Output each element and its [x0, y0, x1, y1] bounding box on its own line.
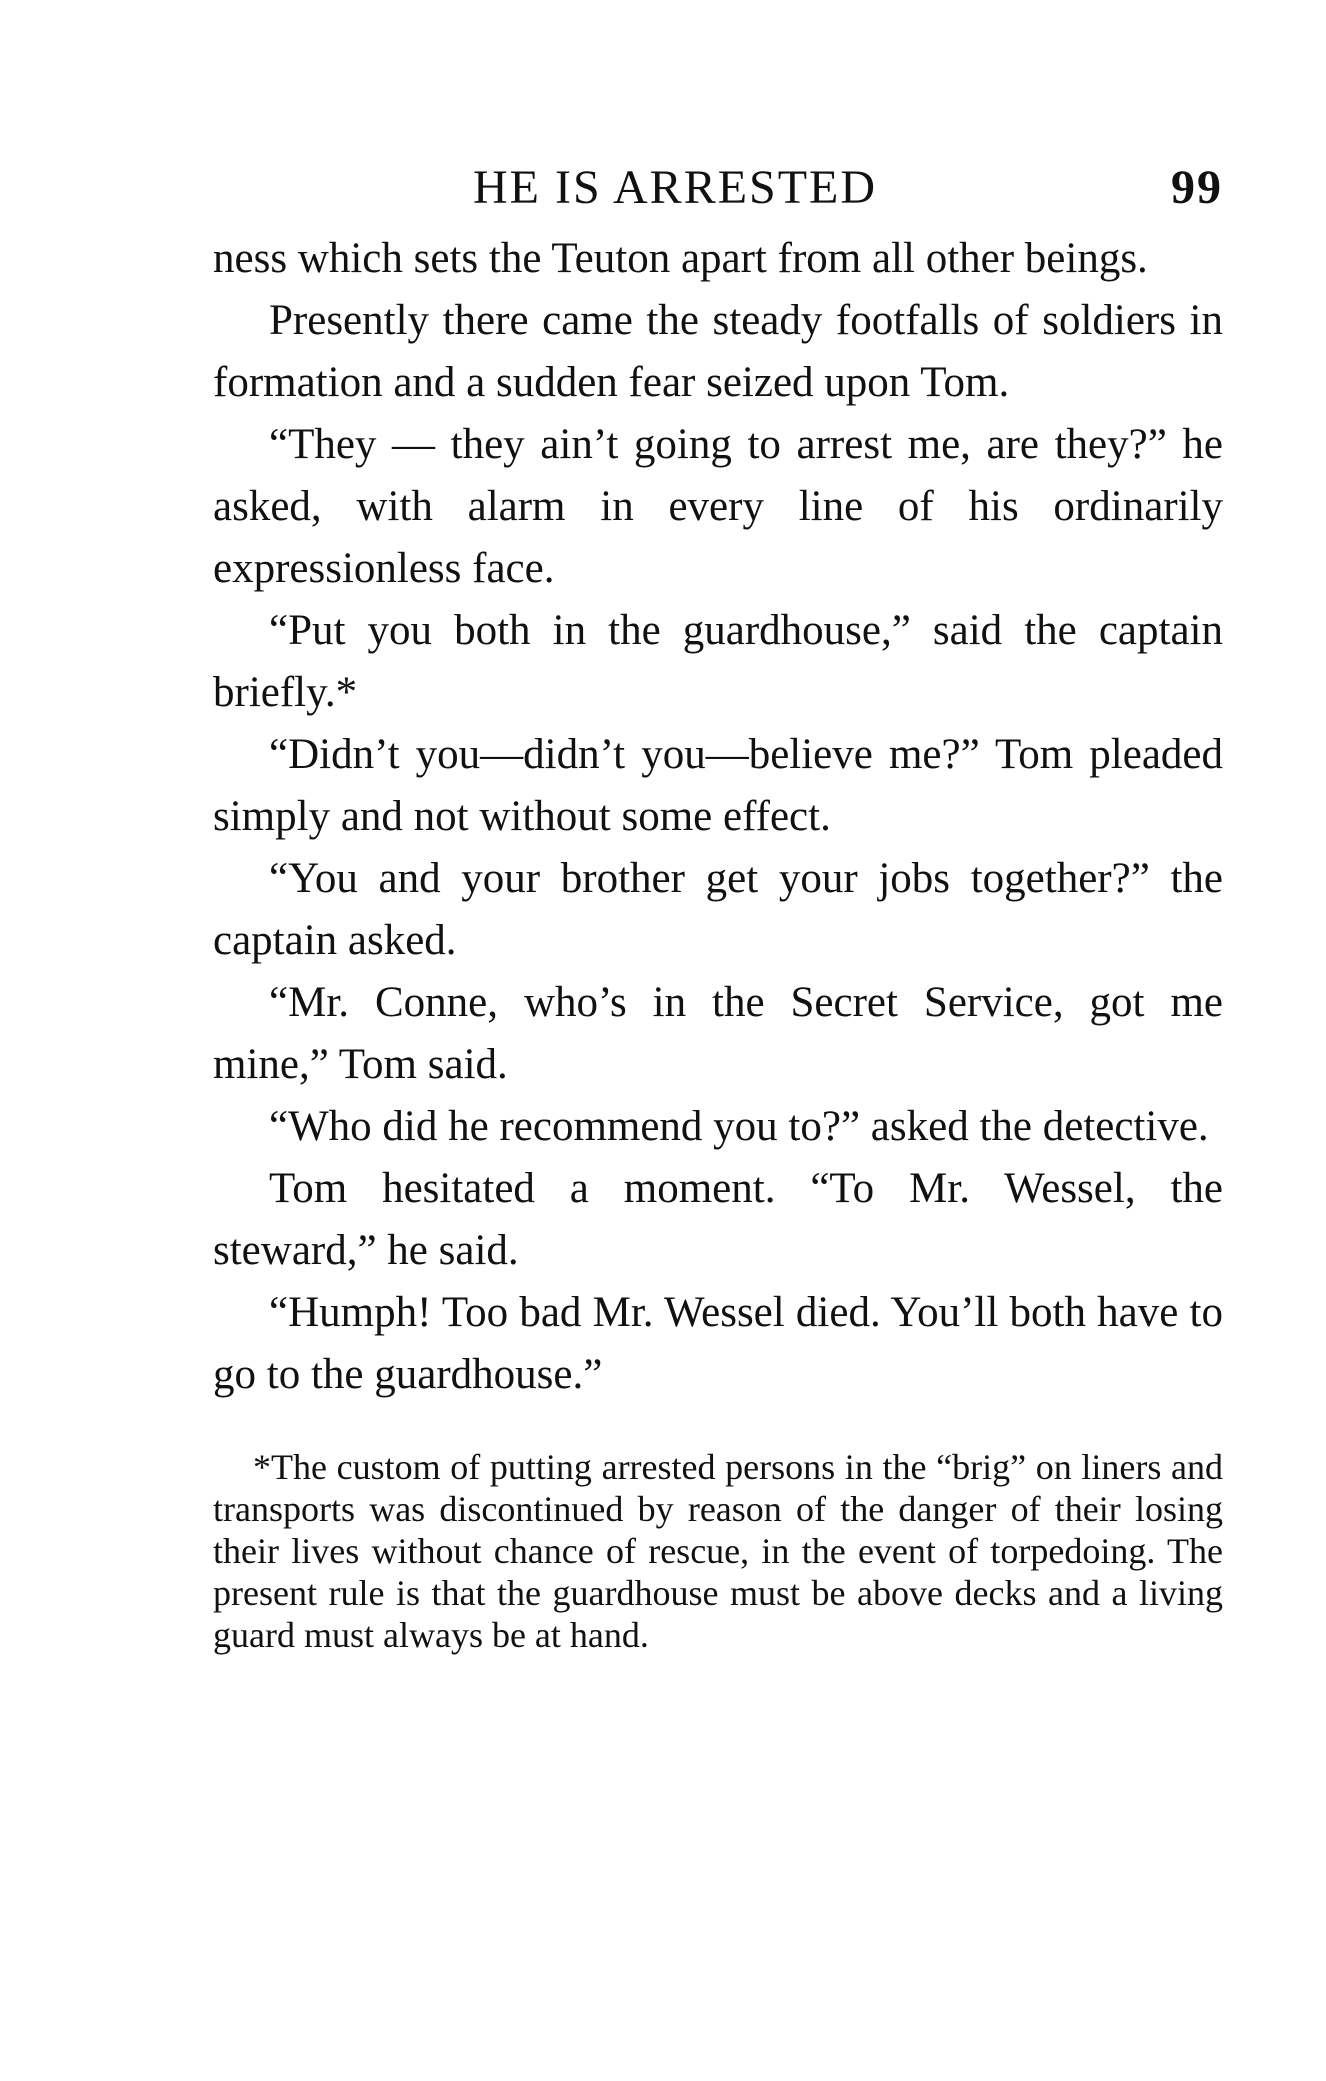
- paragraph: “Humph! Too bad Mr. Wessel died. You’ll both have to go to the guardhouse.”: [213, 1289, 1223, 1398]
- page-number: 99: [1171, 161, 1223, 214]
- page-header: [213, 160, 1223, 228]
- book-page: [213, 160, 1223, 1656]
- body-text: [213, 228, 1223, 1406]
- paragraph-continuation: ness which sets the Teuton apart from all other beings.: [213, 235, 1148, 282]
- running-head: HE IS ARRESTED: [473, 161, 878, 214]
- footnote-text: *The custom of putting arrested persons in the “brig” on liners and transports was discontinued by reason of the danger of their losing their lives without chance of rescue, in the event of torpedoing. The present rule is that the guardhouse must be above decks and a living guard must always be at hand.: [213, 1447, 1223, 1655]
- footnote: [213, 1446, 1223, 1656]
- paragraph: “Who did he recommend you to?” asked the detective.: [269, 1103, 1209, 1150]
- paragraph: “You and your brother get your jobs together?” the captain asked.: [213, 855, 1223, 964]
- paragraph: “Mr. Conne, who’s in the Secret Service, got me mine,” Tom said.: [213, 979, 1223, 1088]
- paragraph: “They — they ain’t going to arrest me, are they?” he asked, with alarm in every line of his ordinarily expressionless face.: [213, 421, 1223, 592]
- paragraph: Presently there came the steady footfalls of soldiers in formation and a sudden fear seized upon Tom.: [213, 297, 1223, 406]
- paragraph: Tom hesitated a moment. “To Mr. Wessel, the steward,” he said.: [213, 1165, 1223, 1274]
- paragraph: “Didn’t you—didn’t you—believe me?” Tom pleaded simply and not without some effect.: [213, 731, 1223, 840]
- paragraph: “Put you both in the guardhouse,” said the captain briefly.*: [213, 607, 1223, 716]
